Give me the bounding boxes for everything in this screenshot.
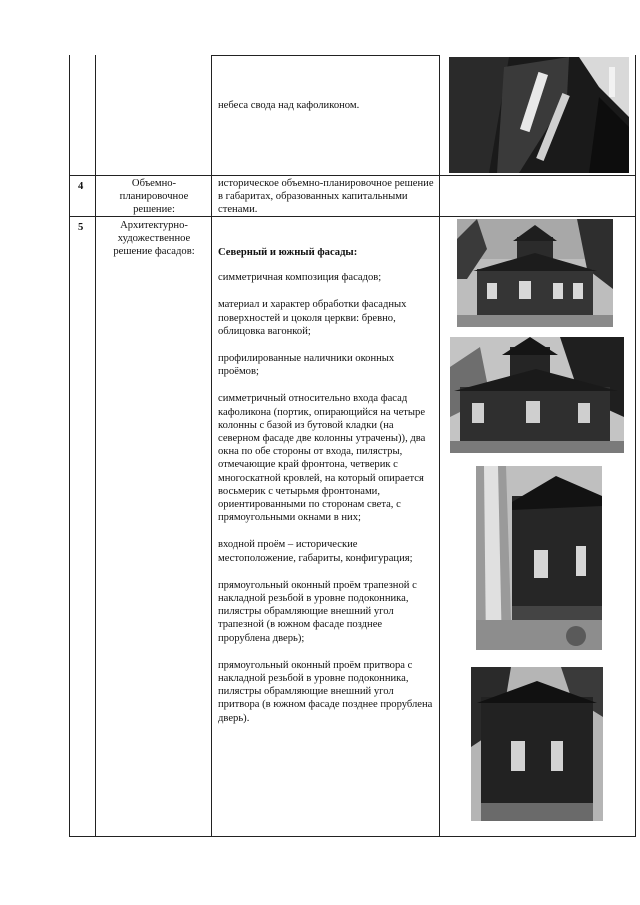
table-border-bottom bbox=[69, 836, 636, 837]
facade-para-3: профилированные наличники оконных проёмов; bbox=[218, 353, 395, 378]
row-divider-1 bbox=[69, 175, 636, 176]
church-photo-1 bbox=[449, 57, 629, 173]
facade-para-2: материал и характер обработки фасадных поверхностей и цоколя церкви: бревно, облицовка вагонкой; bbox=[218, 299, 407, 337]
row5-text-block bbox=[218, 246, 434, 739]
row4-name: Объемно-планировочное решение: bbox=[119, 178, 189, 216]
facade-heading: Северный и южный фасады: bbox=[218, 247, 358, 258]
row5-name: Архитектурно-художественное решение фасадов: bbox=[113, 220, 195, 258]
row4-text: историческое объемно-планировочное решение в габаритах, образованных капитальными стенами. bbox=[218, 178, 434, 216]
row5-number: 5 bbox=[78, 222, 84, 233]
facade-para-1: симметричная композиция фасадов; bbox=[218, 272, 382, 284]
church-photo-4 bbox=[476, 466, 602, 650]
column-divider-2 bbox=[211, 55, 212, 837]
table-border-top bbox=[212, 55, 439, 56]
church-photo-2 bbox=[457, 219, 613, 327]
row4-number: 4 bbox=[78, 181, 84, 192]
facade-para-4: симметричный относительно входа фасад кафоликона (портик, опирающийся на четыре колонны с базой из бутовой кладки (на северном фасаде две колонны утрачены)), два окна по обе стороны от входа, пилястры, отмечающие край фронтона, четверик с многоскатной кровлей, на который опирается восьмерик с четырьмя фронтонами, ориентированными по сторонам света, с прямоугольными окнами в них; bbox=[218, 393, 426, 524]
column-divider-1 bbox=[95, 55, 96, 837]
facade-para-7: прямоугольный оконный проём притвора с накладной резьбой в уровне подоконника, пилястры обрамляющие внешний угол притвора (в южном фасаде позднее прорублена дверь). bbox=[218, 659, 433, 724]
church-photo-5 bbox=[471, 667, 603, 821]
column-divider-3 bbox=[439, 55, 440, 837]
facade-para-6: прямоугольный оконный проём трапезной с накладной резьбой в уровне подоконника, пилястры обрамляющие внешний угол трапезной (в южном фасаде позднее прорублена дверь); bbox=[218, 579, 417, 644]
row1-text: небеса свода над кафоликоном. bbox=[218, 100, 360, 111]
facade-para-5: входной проём – исторические местоположение, габариты, конфигурация; bbox=[218, 539, 413, 564]
table-border-left bbox=[69, 55, 70, 837]
church-photo-3 bbox=[450, 337, 624, 453]
table-border-right bbox=[635, 55, 636, 837]
